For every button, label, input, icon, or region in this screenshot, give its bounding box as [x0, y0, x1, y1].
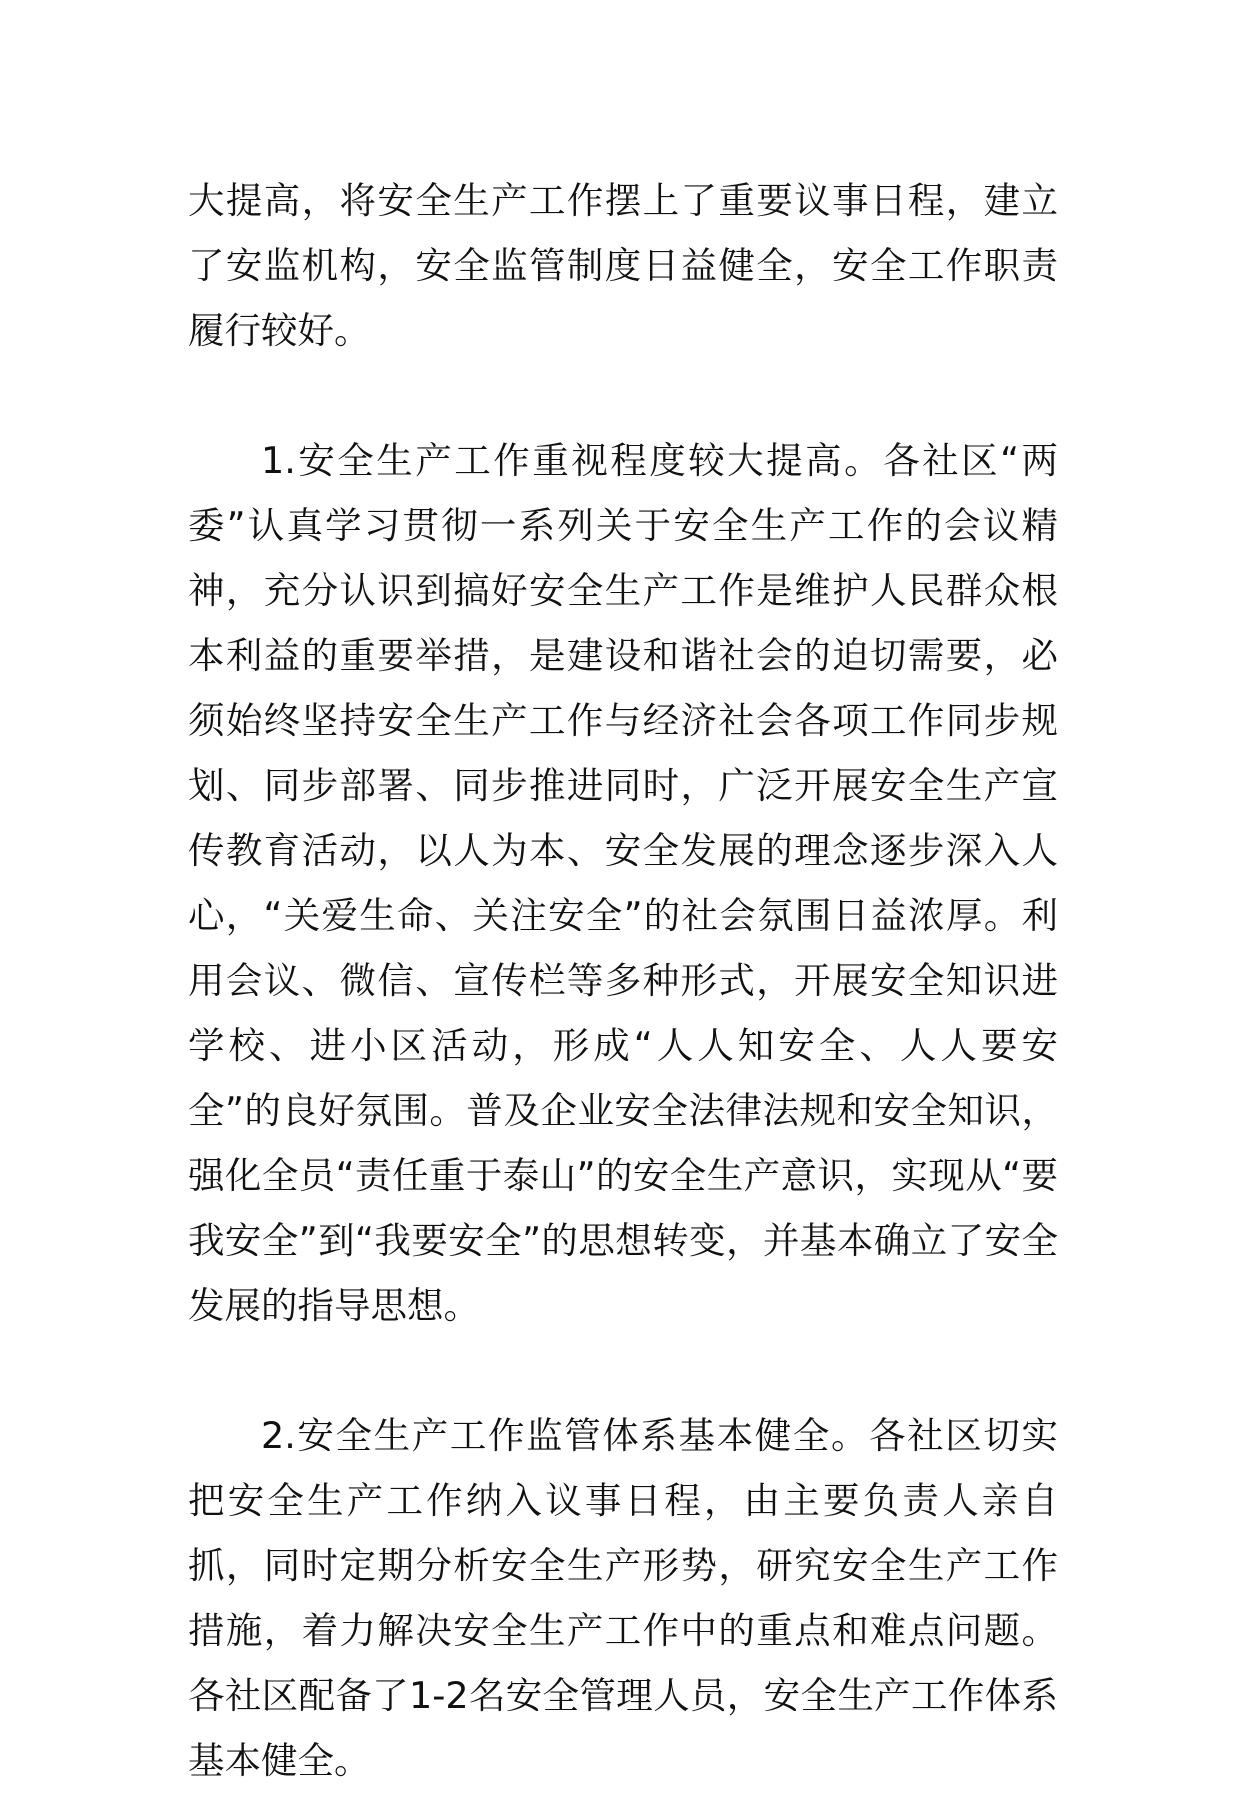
paragraph-spacer — [188, 363, 1058, 428]
paragraph-point-1: 1.安全生产工作重视程度较大提高。各社区“两委”认真学习贯彻一系列关于安全生产工作的会议精神，充分认识到搞好安全生产工作是维护人民群众根本利益的重要举措，是建设和谐社会的迫切需要，必须始终坚持安全生产工作与经济社会各项工作同步规划、同步部署、同步推进同时，广泛开展安全生产宣传教育活动，以人为本、安全发展的理念逐步深入人心，“关爱生命、关注安全”的社会氛围日益浓厚。利用会议、微信、宣传栏等多种形式，开展安全知识进学校、进小区活动，形成“人人知安全、人人要安全”的良好氛围。普及企业安全法律法规和安全知识，强化全员“责任重于泰山”的安全生产意识，实现从“要我安全”到“我要安全”的思想转变，并基本确立了安全发展的指导思想。 — [188, 439, 1058, 1327]
paragraph-intro-continuation: 大提高，将安全生产工作摆上了重要议事日程，建立了安监机构，安全监管制度日益健全，安全工作职责履行较好。 — [188, 179, 1058, 352]
paragraph-point-2: 2.安全生产工作监管体系基本健全。各社区切实把安全生产工作纳入议事日程，由主要负责人亲自抓，同时定期分析安全生产形势，研究安全生产工作措施，着力解决安全生产工作中的重点和难点问题。各社区配备了1-2名安全管理人员，安全生产工作体系基本健全。 — [188, 1414, 1058, 1782]
document-body — [188, 168, 1058, 1793]
paragraph-spacer — [188, 1338, 1058, 1403]
